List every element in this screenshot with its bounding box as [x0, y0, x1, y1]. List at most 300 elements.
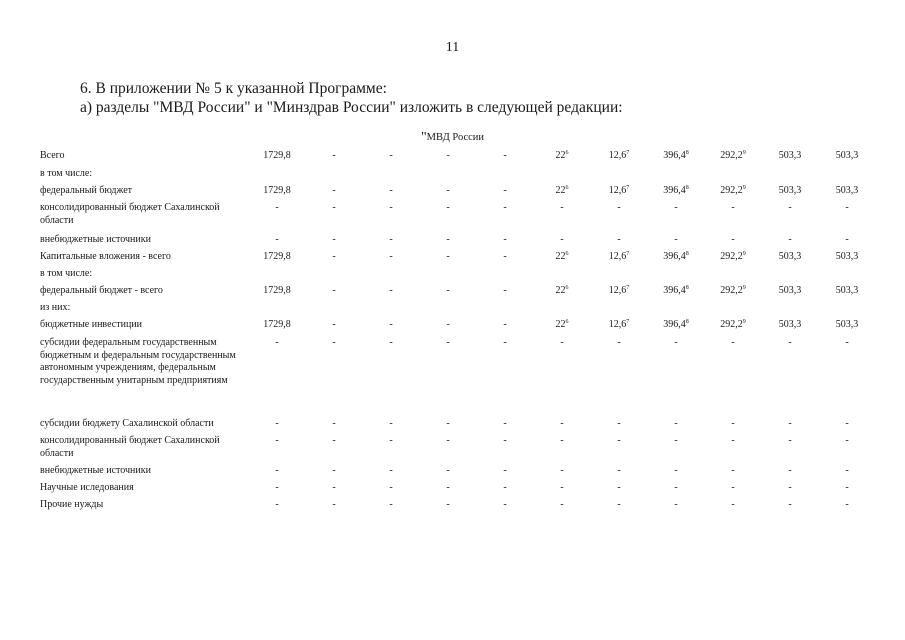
- cell-value: 503,3: [835, 319, 859, 330]
- table-cell: [646, 285, 706, 298]
- table-cell: [817, 285, 877, 298]
- table-cell: [817, 202, 877, 215]
- cell-value: 396,4: [663, 150, 686, 161]
- cell-value: -: [503, 234, 507, 245]
- cell-value: -: [275, 202, 279, 213]
- table-cell: [589, 202, 649, 215]
- table-cell: [703, 482, 763, 495]
- cell-value: -: [788, 337, 792, 348]
- cell-value: -: [446, 418, 450, 429]
- table-cell: [475, 234, 535, 247]
- cell-value: 22: [555, 285, 566, 296]
- cell-value: -: [389, 150, 393, 161]
- table-cell: [703, 465, 763, 478]
- cell-value: -: [617, 465, 621, 476]
- cell-value: -: [674, 435, 678, 446]
- cell-value: 396,4: [663, 285, 686, 296]
- cell-value: -: [845, 435, 849, 446]
- row-label: Научные иследования: [40, 482, 134, 493]
- cell-value: 12,6: [608, 251, 627, 262]
- row-label: консолидированный бюджет Сахалинской области: [40, 202, 220, 226]
- table-cell: [532, 435, 592, 448]
- cell-value: -: [617, 482, 621, 493]
- cell-value: -: [275, 234, 279, 245]
- cell-value: -: [389, 251, 393, 262]
- table-cell: [646, 185, 706, 198]
- cell-value: -: [560, 435, 564, 446]
- row-label: Всего: [40, 150, 65, 161]
- cell-value: 292,2: [720, 285, 743, 296]
- table-cell: [418, 185, 478, 198]
- cell-value: -: [560, 499, 564, 510]
- row-label: субсидии федеральным государственным бюджетным и федеральным государственным автономным учреждениям, федеральным государственным унитарным предприятиям: [40, 337, 236, 386]
- table-cell: [760, 499, 820, 512]
- cell-value: 503,3: [778, 185, 802, 196]
- row-label: федеральный бюджет - всего: [40, 285, 163, 296]
- table-cell: [475, 435, 535, 448]
- cell-value: -: [731, 337, 735, 348]
- row-label: из них:: [40, 302, 71, 313]
- row-label: субсидии бюджету Сахалинской области: [40, 418, 214, 429]
- cell-value: -: [503, 285, 507, 296]
- table-cell: [361, 465, 421, 478]
- table-cell: [418, 337, 478, 350]
- cell-value: 1729,8: [263, 185, 291, 196]
- cell-value: -: [389, 418, 393, 429]
- table-cell: [532, 482, 592, 495]
- cell-value: -: [446, 285, 450, 296]
- cell-value: -: [731, 499, 735, 510]
- table-cell: [418, 234, 478, 247]
- cell-value: 12,6: [608, 150, 627, 161]
- row-label: бюджетные инвестиции: [40, 319, 143, 330]
- table-cell: [760, 435, 820, 448]
- cell-value: -: [617, 202, 621, 213]
- cell-footnote-marker: 7: [626, 251, 630, 257]
- cell-value: -: [560, 482, 564, 493]
- table-cell: [304, 482, 364, 495]
- table-cell: [475, 482, 535, 495]
- table-cell: [589, 465, 649, 478]
- table-cell: [361, 234, 421, 247]
- cell-value: 1729,8: [263, 319, 291, 330]
- table-cell: [475, 465, 535, 478]
- table-cell: [247, 482, 307, 495]
- cell-value: -: [617, 499, 621, 510]
- table-cell: [361, 482, 421, 495]
- heading-line-1: 6. В приложении № 5 к указанной Программе:: [80, 80, 387, 97]
- table-cell: [760, 234, 820, 247]
- cell-value: 503,3: [835, 150, 859, 161]
- table-cell: [589, 150, 649, 163]
- table-cell: [703, 185, 763, 198]
- table-cell: [361, 150, 421, 163]
- table-cell: [703, 418, 763, 431]
- cell-value: -: [560, 202, 564, 213]
- cell-value: 12,6: [608, 319, 627, 330]
- table-cell: [760, 150, 820, 163]
- cell-value: -: [731, 435, 735, 446]
- cell-value: -: [275, 482, 279, 493]
- cell-value: -: [617, 435, 621, 446]
- table-cell: [304, 285, 364, 298]
- table-cell: [646, 150, 706, 163]
- cell-value: -: [788, 418, 792, 429]
- cell-value: -: [275, 435, 279, 446]
- cell-value: -: [446, 435, 450, 446]
- cell-value: -: [845, 465, 849, 476]
- cell-value: 12,6: [608, 185, 627, 196]
- cell-value: -: [275, 499, 279, 510]
- table-cell: [817, 337, 877, 350]
- table-cell: [475, 251, 535, 264]
- table-cell: [760, 337, 820, 350]
- cell-value: 503,3: [835, 285, 859, 296]
- cell-value: -: [446, 185, 450, 196]
- cell-value: -: [788, 482, 792, 493]
- table-cell: [304, 435, 364, 448]
- row-label: федеральный бюджет: [40, 185, 133, 196]
- cell-value: -: [674, 234, 678, 245]
- table-cell: [304, 465, 364, 478]
- table-cell: [532, 234, 592, 247]
- table-cell: [817, 150, 877, 163]
- table-cell: [247, 337, 307, 350]
- cell-value: -: [332, 285, 336, 296]
- cell-value: -: [731, 482, 735, 493]
- cell-value: 396,4: [663, 319, 686, 330]
- table-cell: [247, 319, 307, 332]
- cell-footnote-marker: 8: [685, 150, 689, 156]
- table-cell: [247, 465, 307, 478]
- cell-value: 1729,8: [263, 150, 291, 161]
- section-open-quote: ": [420, 130, 427, 145]
- cell-value: -: [389, 499, 393, 510]
- table-cell: [589, 435, 649, 448]
- cell-value: -: [674, 482, 678, 493]
- cell-value: 292,2: [720, 319, 743, 330]
- table-cell: [247, 285, 307, 298]
- cell-value: -: [389, 234, 393, 245]
- cell-footnote-marker: 8: [685, 285, 689, 291]
- cell-value: -: [560, 234, 564, 245]
- table-cell: [418, 435, 478, 448]
- cell-value: 396,4: [663, 185, 686, 196]
- page-number: 11: [445, 40, 460, 55]
- table-cell: [304, 185, 364, 198]
- table-cell: [589, 482, 649, 495]
- cell-value: 22: [555, 251, 566, 262]
- table-cell: [532, 285, 592, 298]
- table-cell: [247, 418, 307, 431]
- cell-value: -: [503, 337, 507, 348]
- cell-value: -: [332, 482, 336, 493]
- cell-value: -: [788, 234, 792, 245]
- table-cell: [703, 435, 763, 448]
- cell-value: -: [332, 499, 336, 510]
- cell-footnote-marker: 9: [742, 319, 746, 325]
- table-cell: [589, 285, 649, 298]
- cell-value: 503,3: [835, 185, 859, 196]
- table-cell: [760, 202, 820, 215]
- cell-value: -: [446, 499, 450, 510]
- table-cell: [475, 285, 535, 298]
- table-cell: [760, 319, 820, 332]
- table-cell: [247, 150, 307, 163]
- cell-value: -: [332, 150, 336, 161]
- cell-value: -: [503, 418, 507, 429]
- table-cell: [361, 202, 421, 215]
- cell-value: -: [617, 234, 621, 245]
- table-cell: [760, 185, 820, 198]
- table-cell: [304, 150, 364, 163]
- table-cell: [247, 185, 307, 198]
- table-cell: [817, 482, 877, 495]
- row-label: в том числе:: [40, 268, 93, 279]
- table-cell: [817, 465, 877, 478]
- cell-value: 503,3: [778, 319, 802, 330]
- cell-value: -: [275, 337, 279, 348]
- table-cell: [817, 251, 877, 264]
- cell-value: -: [332, 319, 336, 330]
- table-cell: [247, 234, 307, 247]
- table-cell: [304, 202, 364, 215]
- cell-value: 22: [555, 319, 566, 330]
- table-cell: [475, 150, 535, 163]
- table-cell: [703, 337, 763, 350]
- table-cell: [817, 185, 877, 198]
- table-cell: [304, 319, 364, 332]
- table-cell: [532, 185, 592, 198]
- cell-value: -: [389, 337, 393, 348]
- cell-value: -: [788, 202, 792, 213]
- cell-footnote-marker: 7: [626, 319, 630, 325]
- table-cell: [817, 319, 877, 332]
- cell-value: 22: [555, 150, 566, 161]
- table-cell: [418, 251, 478, 264]
- cell-value: 503,3: [778, 251, 802, 262]
- cell-value: -: [332, 465, 336, 476]
- row-label: внебюджетные источники: [40, 465, 151, 476]
- cell-value: -: [731, 202, 735, 213]
- table-cell: [589, 319, 649, 332]
- table-cell: [817, 435, 877, 448]
- cell-footnote-marker: 9: [742, 285, 746, 291]
- cell-value: -: [560, 465, 564, 476]
- table-cell: [646, 202, 706, 215]
- table-cell: [817, 499, 877, 512]
- table-cell: [589, 418, 649, 431]
- table-cell: [532, 150, 592, 163]
- cell-value: -: [845, 202, 849, 213]
- cell-value: -: [332, 418, 336, 429]
- cell-value: 503,3: [778, 285, 802, 296]
- table-cell: [817, 234, 877, 247]
- cell-footnote-marker: 7: [626, 285, 630, 291]
- cell-value: 22: [555, 185, 566, 196]
- cell-value: -: [503, 482, 507, 493]
- table-cell: [532, 337, 592, 350]
- cell-value: -: [446, 337, 450, 348]
- table-cell: [703, 202, 763, 215]
- cell-value: -: [674, 202, 678, 213]
- cell-value: 1729,8: [263, 285, 291, 296]
- cell-value: -: [332, 251, 336, 262]
- cell-value: -: [503, 435, 507, 446]
- table-cell: [589, 251, 649, 264]
- cell-value: -: [845, 418, 849, 429]
- cell-value: -: [446, 465, 450, 476]
- cell-footnote-marker: 6: [565, 285, 569, 291]
- table-cell: [760, 465, 820, 478]
- section-title: [0, 130, 905, 146]
- row-label: Капитальные вложения - всего: [40, 251, 171, 262]
- cell-value: -: [617, 418, 621, 429]
- cell-value: -: [332, 435, 336, 446]
- table-cell: [475, 202, 535, 215]
- table-cell: [532, 418, 592, 431]
- cell-value: -: [788, 435, 792, 446]
- table-cell: [703, 499, 763, 512]
- cell-value: -: [275, 418, 279, 429]
- table-cell: [760, 418, 820, 431]
- cell-value: 503,3: [835, 251, 859, 262]
- table-cell: [247, 251, 307, 264]
- cell-value: 503,3: [778, 150, 802, 161]
- table-cell: [532, 319, 592, 332]
- table-cell: [589, 499, 649, 512]
- cell-value: -: [446, 202, 450, 213]
- cell-value: 292,2: [720, 150, 743, 161]
- table-cell: [361, 499, 421, 512]
- cell-value: 292,2: [720, 251, 743, 262]
- table-cell: [247, 499, 307, 512]
- table-cell: [703, 251, 763, 264]
- table-cell: [532, 499, 592, 512]
- cell-value: -: [389, 202, 393, 213]
- table-cell: [418, 150, 478, 163]
- table-cell: [418, 465, 478, 478]
- cell-value: -: [731, 465, 735, 476]
- table-cell: [646, 251, 706, 264]
- cell-value: -: [503, 150, 507, 161]
- cell-value: -: [389, 285, 393, 296]
- table-cell: [589, 234, 649, 247]
- table-cell: [418, 285, 478, 298]
- table-cell: [361, 285, 421, 298]
- cell-value: 396,4: [663, 251, 686, 262]
- cell-value: -: [503, 202, 507, 213]
- cell-value: -: [389, 482, 393, 493]
- cell-footnote-marker: 6: [565, 150, 569, 156]
- cell-value: -: [845, 482, 849, 493]
- cell-footnote-marker: 6: [565, 185, 569, 191]
- table-cell: [532, 251, 592, 264]
- table-cell: [247, 435, 307, 448]
- cell-footnote-marker: 7: [626, 150, 630, 156]
- table-cell: [475, 319, 535, 332]
- cell-value: -: [503, 499, 507, 510]
- table-cell: [418, 202, 478, 215]
- table-cell: [646, 435, 706, 448]
- cell-value: -: [845, 234, 849, 245]
- cell-footnote-marker: 6: [565, 251, 569, 257]
- table-cell: [304, 337, 364, 350]
- cell-value: -: [503, 465, 507, 476]
- table-cell: [418, 319, 478, 332]
- cell-value: -: [332, 337, 336, 348]
- cell-value: -: [332, 185, 336, 196]
- section-title-text: МВД России: [426, 132, 485, 143]
- table-cell: [361, 251, 421, 264]
- table-cell: [361, 185, 421, 198]
- cell-footnote-marker: 8: [685, 251, 689, 257]
- table-cell: [646, 337, 706, 350]
- row-label: внебюджетные источники: [40, 234, 151, 245]
- cell-value: -: [446, 319, 450, 330]
- cell-footnote-marker: 6: [565, 319, 569, 325]
- cell-value: -: [446, 234, 450, 245]
- table-cell: [304, 251, 364, 264]
- row-label: в том числе:: [40, 168, 93, 179]
- cell-value: -: [446, 482, 450, 493]
- cell-value: -: [674, 499, 678, 510]
- cell-value: 12,6: [608, 285, 627, 296]
- cell-value: -: [674, 418, 678, 429]
- table-cell: [361, 435, 421, 448]
- cell-value: -: [674, 337, 678, 348]
- cell-value: -: [788, 465, 792, 476]
- table-cell: [589, 185, 649, 198]
- cell-value: -: [446, 251, 450, 262]
- cell-value: -: [503, 185, 507, 196]
- cell-value: 1729,8: [263, 251, 291, 262]
- row-label: Прочие нужды: [40, 499, 104, 510]
- row-label: консолидированный бюджет Сахалинской области: [40, 435, 220, 459]
- cell-value: -: [389, 435, 393, 446]
- table-cell: [418, 418, 478, 431]
- table-cell: [760, 482, 820, 495]
- cell-value: -: [503, 319, 507, 330]
- cell-value: -: [560, 418, 564, 429]
- cell-value: -: [446, 150, 450, 161]
- table-cell: [760, 251, 820, 264]
- table-cell: [703, 319, 763, 332]
- cell-value: -: [731, 234, 735, 245]
- table-cell: [247, 202, 307, 215]
- cell-value: -: [332, 234, 336, 245]
- table-cell: [361, 418, 421, 431]
- cell-value: -: [389, 185, 393, 196]
- table-cell: [361, 319, 421, 332]
- cell-value: -: [674, 465, 678, 476]
- cell-value: -: [731, 418, 735, 429]
- cell-value: -: [389, 319, 393, 330]
- cell-value: -: [560, 337, 564, 348]
- table-cell: [703, 285, 763, 298]
- table-cell: [646, 418, 706, 431]
- table-cell: [589, 337, 649, 350]
- table-cell: [646, 499, 706, 512]
- cell-value: -: [275, 465, 279, 476]
- table-cell: [475, 499, 535, 512]
- table-cell: [646, 319, 706, 332]
- table-cell: [760, 285, 820, 298]
- table-cell: [475, 337, 535, 350]
- cell-value: -: [332, 202, 336, 213]
- table-cell: [817, 418, 877, 431]
- cell-value: -: [617, 337, 621, 348]
